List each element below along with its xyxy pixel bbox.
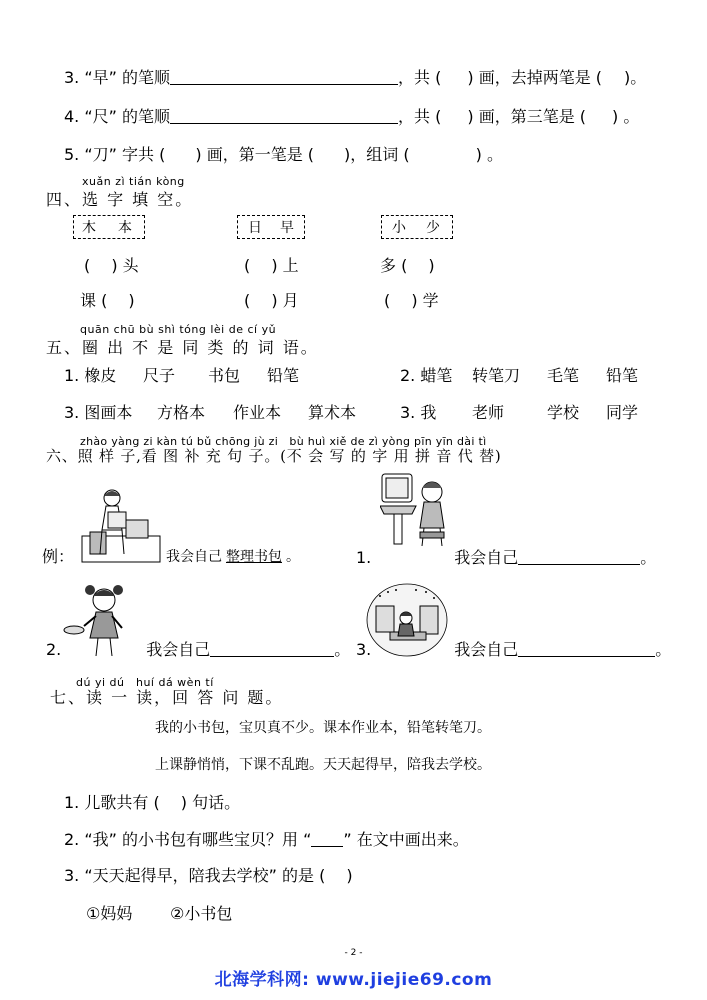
q7-2-b: ” 在文中画出来。 bbox=[343, 830, 469, 849]
char-choice-box-1 bbox=[73, 215, 145, 239]
section4-title: 四、选 字 填 空。 bbox=[46, 190, 194, 209]
boy-washing-face-illustration bbox=[380, 470, 460, 550]
question-5 bbox=[64, 145, 503, 165]
word-item[interactable]: 算术本 bbox=[308, 403, 357, 422]
answer-blank[interactable] bbox=[170, 107, 398, 124]
question-4 bbox=[64, 107, 639, 127]
question-7-3: 3. “天天起得早，陪我去学校” 的是 ( ) bbox=[64, 866, 353, 885]
fill-item[interactable]: ( ) 学 bbox=[384, 291, 439, 310]
fill-item[interactable]: ( ) 月 bbox=[244, 291, 299, 310]
q5-prefix: 5. “刀” 字共 ( bbox=[64, 145, 166, 164]
q3-mid2: ) 画，去掉两笔是 ( bbox=[467, 68, 603, 87]
boy-tidying-bag-illustration bbox=[80, 484, 162, 566]
sentence-2 bbox=[46, 640, 350, 660]
sentence-num: 3. bbox=[356, 640, 372, 659]
q3-prefix: 3. “早” 的笔顺 bbox=[64, 68, 171, 87]
sentence-3 bbox=[356, 640, 671, 660]
question-3 bbox=[64, 68, 646, 88]
word-item[interactable]: 2. 蜡笔 bbox=[400, 366, 453, 385]
answer-blank[interactable] bbox=[210, 640, 334, 657]
fill-item[interactable]: ( ) 上 bbox=[244, 256, 299, 275]
question-7-2 bbox=[64, 830, 469, 850]
char-option: 日 bbox=[248, 220, 262, 236]
section4-pinyin: xuǎn zì tián kòng bbox=[82, 175, 185, 188]
example-label: 例： bbox=[42, 547, 75, 566]
example-end: 。 bbox=[286, 549, 300, 565]
section7-title: 七、读 一 读，回 答 问 题。 bbox=[50, 688, 284, 707]
sentence-end: 。 bbox=[640, 548, 657, 567]
q4-end: ) 。 bbox=[612, 107, 640, 126]
q4-mid: ，共 ( bbox=[398, 107, 442, 126]
word-item[interactable]: 作业本 bbox=[233, 403, 282, 422]
q3-mid: ，共 ( bbox=[398, 68, 442, 87]
word-item[interactable]: 转笔刀 bbox=[472, 366, 521, 385]
word-item[interactable]: 书包 bbox=[208, 366, 241, 385]
sentence-text: 我会自己 bbox=[146, 640, 211, 659]
answer-blank[interactable] bbox=[170, 68, 398, 85]
poem-line-2: 上课静悄悄，下课不乱跑。天天起得早，陪我去学校。 bbox=[155, 757, 491, 773]
word-item[interactable]: 老师 bbox=[472, 403, 505, 422]
char-option: 早 bbox=[280, 220, 294, 236]
fill-item[interactable]: 多 ( ) bbox=[380, 256, 435, 275]
example-answer: 整理书包 bbox=[226, 549, 282, 565]
q3-end: )。 bbox=[624, 68, 647, 87]
sentence-text: 我会自己 bbox=[454, 640, 519, 659]
char-option: 本 bbox=[118, 220, 132, 236]
char-option: 小 bbox=[392, 220, 406, 236]
sentence-text: 我会自己 bbox=[454, 548, 519, 567]
footer-watermark[interactable]: 北海学科网: www.jiejie69.com bbox=[214, 970, 493, 990]
section6-title: 六、照 样 子,看 图 补 充 句 子。(不 会 写 的 字 用 拼 音 代 替) bbox=[46, 447, 502, 465]
word-item[interactable]: 学校 bbox=[547, 403, 580, 422]
word-item[interactable]: 3. 我 bbox=[400, 403, 437, 422]
q5-mid: ) 画，第一笔是 ( bbox=[195, 145, 315, 164]
sentence-num: 1. bbox=[356, 548, 372, 567]
section5-title: 五、圈 出 不 是 同 类 的 词 语。 bbox=[46, 338, 319, 357]
char-option: 木 bbox=[82, 220, 96, 236]
poem-line-1: 我的小书包，宝贝真不少。课本作业本，铅笔转笔刀。 bbox=[155, 720, 491, 736]
word-item[interactable]: 1. 橡皮 bbox=[64, 366, 117, 385]
question-7-1: 1. 儿歌共有 ( ) 句话。 bbox=[64, 793, 241, 812]
answer-blank[interactable] bbox=[518, 548, 640, 565]
word-item[interactable]: 尺子 bbox=[143, 366, 176, 385]
char-choice-box-2 bbox=[237, 215, 305, 239]
fill-item[interactable]: ( ) 头 bbox=[84, 256, 139, 275]
answer-blank[interactable] bbox=[518, 640, 655, 657]
word-item[interactable]: 方格本 bbox=[157, 403, 206, 422]
section6-pinyin: zhào yàng zi kàn tú bǔ chōng jù zi bù huì xiě de zì yòng pīn yīn dài tì bbox=[80, 435, 487, 448]
option-2[interactable]: ②小书包 bbox=[170, 904, 233, 923]
option-1[interactable]: ①妈妈 bbox=[86, 904, 133, 923]
section5-pinyin: quān chū bù shì tóng lèi de cí yǔ bbox=[80, 323, 277, 336]
q7-2-a: 2. “我” 的小书包有哪些宝贝？用 “ bbox=[64, 830, 312, 849]
q5-mid2: )，组词 ( bbox=[344, 145, 410, 164]
page-number: - 2 - bbox=[344, 948, 363, 958]
example-sentence bbox=[166, 547, 300, 567]
q5-end: ) 。 bbox=[475, 145, 503, 164]
underline-mark bbox=[311, 830, 343, 847]
word-item[interactable]: 铅笔 bbox=[267, 366, 300, 385]
sentence-num: 2. bbox=[46, 640, 62, 659]
q4-mid2: ) 画，第三笔是 ( bbox=[467, 107, 587, 126]
section7-pinyin: dú yi dú huí dá wèn tí bbox=[76, 676, 214, 689]
char-option: 少 bbox=[426, 220, 440, 236]
fill-item[interactable]: 课 ( ) bbox=[80, 291, 135, 310]
sentence-1 bbox=[356, 548, 656, 568]
sentence-end: 。 bbox=[334, 640, 351, 659]
q4-prefix: 4. “尺” 的笔顺 bbox=[64, 107, 171, 126]
word-item[interactable]: 铅笔 bbox=[606, 366, 639, 385]
word-item[interactable]: 3. 图画本 bbox=[64, 403, 133, 422]
char-choice-box-3 bbox=[381, 215, 453, 239]
sentence-end: 。 bbox=[655, 640, 672, 659]
example-text: 我会自己 bbox=[166, 549, 222, 565]
word-item[interactable]: 毛笔 bbox=[547, 366, 580, 385]
word-item[interactable]: 同学 bbox=[606, 403, 639, 422]
